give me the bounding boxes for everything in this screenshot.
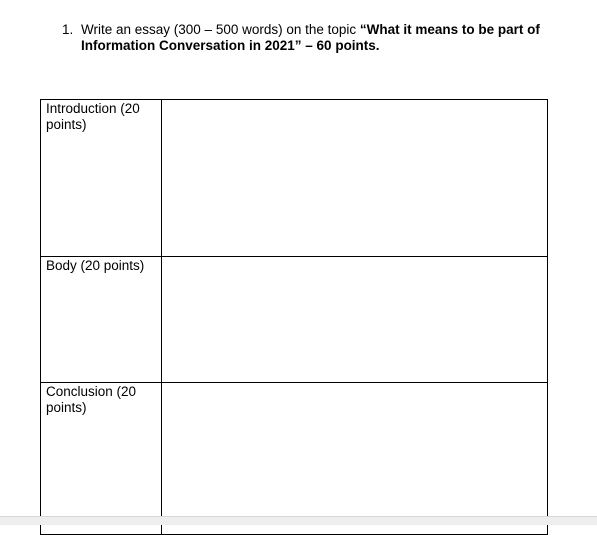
question-prefix: Write an essay (300 – 500 words) on the topic <box>81 22 360 37</box>
table-row-conclusion <box>41 383 548 535</box>
body-answer-cell[interactable] <box>162 257 548 383</box>
essay-rubric-table <box>40 99 548 535</box>
question-topic: “What it means to be part of Information Conversation in 2021” – 60 points. <box>81 22 540 53</box>
conclusion-answer-cell[interactable] <box>162 383 548 535</box>
table-row-introduction <box>41 100 548 257</box>
introduction-answer-cell[interactable] <box>162 100 548 257</box>
conclusion-label: Conclusion (20 points) <box>41 383 162 535</box>
table-row-body <box>41 257 548 383</box>
question-text <box>81 22 562 54</box>
introduction-label: Introduction (20 points) <box>41 100 162 257</box>
body-label: Body (20 points) <box>41 257 162 383</box>
question-number: 1. <box>62 22 74 37</box>
essay-question <box>62 22 562 54</box>
